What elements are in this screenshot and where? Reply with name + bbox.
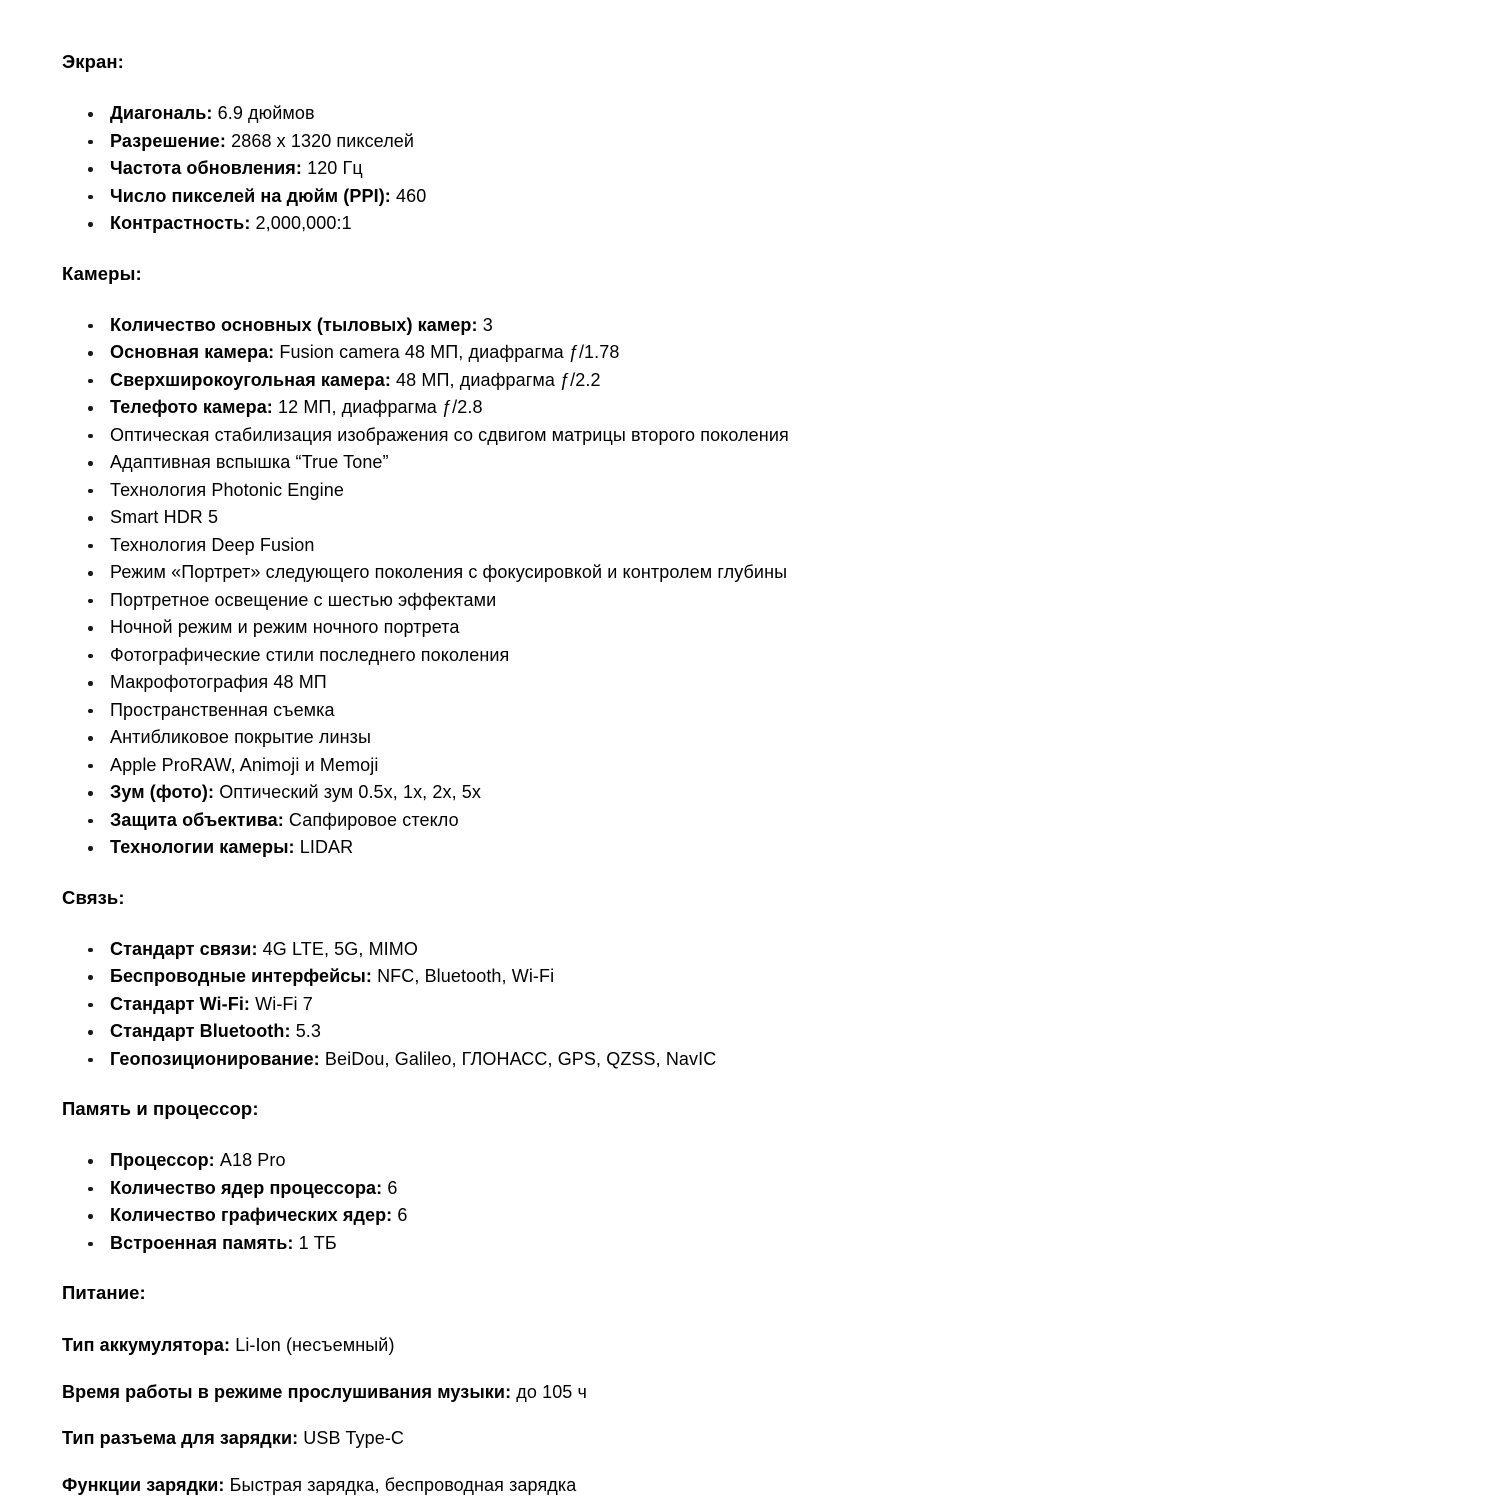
spec-list [62, 312, 1000, 862]
spec-value: 6 [392, 1205, 408, 1225]
spec-paragraph [62, 1424, 1000, 1452]
spec-list-item [86, 752, 1000, 780]
spec-list-item [86, 449, 1000, 477]
spec-list-item [86, 834, 1000, 862]
spec-list-item [86, 587, 1000, 615]
spec-list-item [86, 779, 1000, 807]
spec-value: до 105 ч [511, 1381, 587, 1402]
spec-value: Fusion camera 48 МП, диафрагма ƒ/1.78 [274, 342, 620, 362]
spec-label: Стандарт связи: [110, 938, 258, 959]
spec-value: Li-Ion (несъемный) [230, 1335, 395, 1355]
spec-section [62, 260, 1000, 862]
spec-label: Встроенная память: [110, 1232, 294, 1253]
spec-value: Макрофотография 48 МП [110, 672, 327, 692]
section-heading: Экран: [62, 51, 124, 72]
spec-value: LIDAR [294, 837, 354, 857]
spec-paragraph [62, 1378, 1000, 1406]
spec-label: Разрешение: [110, 130, 227, 151]
spec-list-item [86, 183, 1000, 211]
spec-list-item [86, 477, 1000, 505]
spec-list-item [86, 559, 1000, 587]
spec-list-item [86, 532, 1000, 560]
spec-value: Smart HDR 5 [110, 507, 219, 527]
spec-label: Функции зарядки: [62, 1474, 225, 1495]
spec-list-item [86, 807, 1000, 835]
spec-value: Портретное освещение с шестью эффектами [110, 589, 497, 610]
spec-value: Wi-Fi 7 [250, 993, 313, 1014]
spec-list [62, 1147, 1000, 1257]
spec-value: 12 МП, диафрагма ƒ/2.8 [272, 397, 483, 417]
spec-list-item [86, 669, 1000, 697]
spec-value: Антибликовое покрытие линзы [110, 727, 372, 747]
spec-list-item [86, 1046, 1000, 1074]
spec-label: Стандарт Bluetooth: [110, 1021, 291, 1041]
section-heading: Память и процессор: [62, 1098, 259, 1119]
spec-label: Тип разъема для зарядки: [62, 1428, 299, 1448]
spec-list-item [86, 128, 1000, 156]
spec-list-item [86, 422, 1000, 450]
spec-label: Количество ядер процессора: [110, 1177, 383, 1198]
spec-label: Количество графических ядер: [110, 1205, 393, 1225]
spec-list-item [86, 963, 1000, 991]
spec-paragraph [62, 1331, 1000, 1359]
spec-label: Время работы в режиме прослушивания музыки: [62, 1381, 512, 1402]
spec-value: Ночной режим и режим ночного портрета [110, 617, 460, 637]
spec-value: Apple ProRAW, Animoji и Memoji [110, 754, 379, 775]
spec-value: Фотографические стили последнего поколения [110, 644, 510, 665]
spec-list [62, 936, 1000, 1074]
spec-list-item [86, 367, 1000, 395]
spec-label: Диагональ: [110, 103, 213, 123]
spec-list-item [86, 1202, 1000, 1230]
spec-value: A18 Pro [214, 1150, 286, 1170]
spec-value: Быстрая зарядка, беспроводная зарядка [224, 1474, 577, 1495]
spec-label: Стандарт Wi-Fi: [110, 993, 251, 1014]
spec-value: Оптическая стабилизация изображения со сдвигом матрицы второго поколения [110, 424, 789, 445]
spec-value: 2,000,000:1 [250, 213, 352, 233]
spec-list-item [86, 394, 1000, 422]
spec-value: 460 [390, 185, 427, 206]
spec-list-item [86, 936, 1000, 964]
spec-value: 5.3 [290, 1021, 322, 1041]
spec-value: NFC, Bluetooth, Wi-Fi [371, 966, 555, 986]
spec-list-item [86, 155, 1000, 183]
spec-value: Технология Photonic Engine [110, 479, 344, 500]
spec-list-item [86, 1175, 1000, 1203]
spec-label: Частота обновления: [110, 158, 302, 178]
spec-list-item [86, 312, 1000, 340]
spec-label: Геопозиционирование: [110, 1048, 320, 1069]
spec-section [62, 1095, 1000, 1257]
spec-value: BeiDou, Galileo, ГЛОНАСС, GPS, QZSS, NavIC [319, 1048, 717, 1069]
spec-value: 6 [382, 1177, 398, 1198]
spec-list-item [86, 697, 1000, 725]
spec-list-item [86, 1018, 1000, 1046]
spec-label: Число пикселей на дюйм (PPI): [110, 185, 391, 206]
spec-list-item [86, 339, 1000, 367]
spec-list-item [86, 1230, 1000, 1258]
spec-list-item [86, 614, 1000, 642]
spec-label: Контрастность: [110, 213, 251, 233]
spec-value: Режим «Портрет» следующего поколения с фокусировкой и контролем глубины [110, 562, 788, 582]
section-heading: Питание: [62, 1282, 146, 1303]
spec-label: Количество основных (тыловых) камер: [110, 314, 478, 335]
spec-value: Оптический зум 0.5x, 1x, 2x, 5x [214, 782, 482, 802]
spec-section [62, 884, 1000, 1074]
spec-label: Телефото камера: [110, 397, 273, 417]
spec-list-item [86, 991, 1000, 1019]
spec-section [62, 1279, 1000, 1499]
spec-label: Зум (фото): [110, 782, 215, 802]
spec-value: Сапфировое стекло [283, 809, 459, 830]
spec-label: Сверхширокоугольная камера: [110, 369, 391, 390]
spec-paragraph-group [62, 1331, 1000, 1499]
spec-list-item [86, 210, 1000, 238]
spec-section [62, 48, 1000, 238]
spec-label: Защита объектива: [110, 809, 284, 830]
spec-value: 1 ТБ [293, 1232, 337, 1253]
spec-label: Беспроводные интерфейсы: [110, 966, 372, 986]
spec-value: Пространственная съемка [110, 699, 335, 720]
spec-paragraph [62, 1471, 1000, 1499]
spec-value: 120 Гц [301, 158, 363, 178]
spec-label: Процессор: [110, 1150, 215, 1170]
spec-value: Технология Deep Fusion [110, 534, 315, 555]
spec-list-item [86, 1147, 1000, 1175]
spec-value: 3 [477, 314, 493, 335]
spec-list [62, 100, 1000, 238]
section-heading: Связь: [62, 886, 125, 908]
spec-value: 4G LTE, 5G, MIMO [257, 938, 418, 959]
spec-value: USB Type-C [298, 1428, 405, 1448]
spec-value: 2868 x 1320 пикселей [226, 130, 415, 151]
section-heading: Камеры: [62, 262, 142, 284]
spec-list-item [86, 642, 1000, 670]
spec-list-item [86, 100, 1000, 128]
spec-list-item [86, 724, 1000, 752]
spec-label: Основная камера: [110, 342, 275, 362]
spec-label: Тип аккумулятора: [62, 1335, 231, 1355]
spec-list-item [86, 504, 1000, 532]
spec-value: 6.9 дюймов [212, 103, 315, 123]
spec-value: 48 МП, диафрагма ƒ/2.2 [390, 369, 601, 390]
spec-value: Адаптивная вспышка “True Tone” [110, 452, 389, 472]
spec-label: Технологии камеры: [110, 837, 295, 857]
